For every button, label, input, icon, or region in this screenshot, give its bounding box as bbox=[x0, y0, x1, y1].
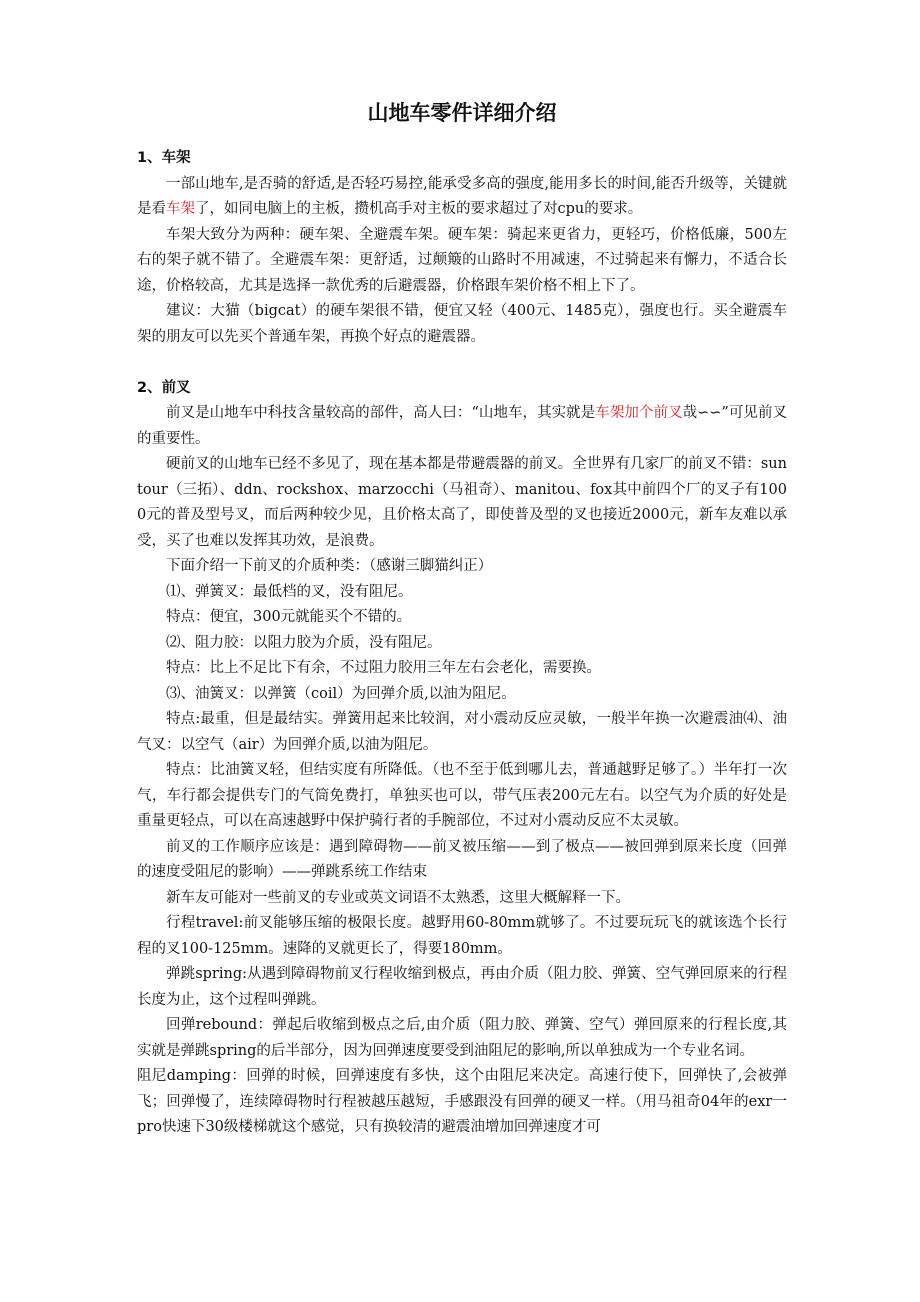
paragraph bbox=[137, 172, 787, 223]
section-heading-fork: 2、前叉 bbox=[137, 379, 191, 396]
paragraph: 建议：大猫（bigcat）的硬车架很不错，便宜又轻（400元、1485克），强度也行。买全避震车架的朋友可以先买个普通车架，再换个好点的避震器。 bbox=[137, 303, 787, 345]
paragraph: ⑴、弹簧叉：最低档的叉，没有阻尼。 bbox=[166, 583, 413, 600]
highlighted-text: 车架 bbox=[166, 201, 195, 217]
document-title: 山地车零件详细介绍 bbox=[367, 101, 557, 125]
text-run: 了，如同电脑上的主板，攒机高手对主板的要求超过了对cpu的要求。 bbox=[195, 201, 643, 217]
paragraph: 特点：便宜，300元就能买个不错的。 bbox=[166, 609, 412, 625]
paragraph: 弹跳spring:从遇到障碍物前叉行程收缩到极点，再由介质（阻力胶、弹簧、空气弹回原来的行程长度为止，这个过程叫弹跳。 bbox=[137, 966, 787, 1008]
text-run: 哉∽∽”可见前叉的重要性。 bbox=[137, 405, 788, 447]
text-run: 一部山地车,是否骑的舒适,是否轻巧易控,能承受多高的强度,能用多长的时间,能否升级等，关键就是看 bbox=[137, 175, 787, 217]
paragraph: 特点:最重，但是最结实。弹簧用起来比较润，对小震动反应灵敏，一般半年换一次避震油⑷、油气叉：以空气（air）为回弹介质,以油为阻尼。 bbox=[137, 711, 787, 753]
paragraph: 回弹rebound：弹起后收缩到极点之后,由介质（阻力胶、弹簧、空气）弹回原来的行程长度,其实就是弹跳spring的后半部分，因为回弹速度要受到油阻尼的影响,所以单独成为一个专业名词。 bbox=[137, 1017, 787, 1059]
paragraph bbox=[137, 401, 787, 452]
paragraph: ⑶、油簧叉：以弹簧（coil）为回弹介质,以油为阻尼。 bbox=[166, 685, 516, 702]
paragraph: 下面介绍一下前叉的介质种类：（感谢三脚猫纠正） bbox=[166, 558, 493, 574]
text-run: 前叉是山地车中科技含量较高的部件，高人曰：“山地车，其实就是 bbox=[166, 405, 596, 421]
paragraph: ⑵、阻力胶：以阻力胶为介质，没有阻尼。 bbox=[166, 634, 442, 651]
section-heading-frame: 1、车架 bbox=[137, 150, 191, 166]
highlighted-text: 车架加个前叉 bbox=[595, 405, 683, 421]
paragraph: 特点：比上不足比下有余，不过阻力胶用三年左右会老化，需要换。 bbox=[166, 660, 601, 676]
paragraph: 阻尼damping：回弹的时候，回弹速度有多快，这个由阻尼来决定。高速行使下，回弹快了,会被弹飞；回弹慢了，连续障碍物时行程被越压越短，手感跟没有回弹的硬叉一样。（用马祖奇04年的exr一pro快速下30级楼梯就这个感觉，只有换较清的避震油增加回弹速度才可 bbox=[137, 1068, 787, 1135]
paragraph: 前叉的工作顺序应该是：遇到障碍物——前叉被压缩——到了极点——被回弹到原来长度（回弹的速度受阻尼的影响）——弹跳系统工作结束 bbox=[137, 838, 787, 880]
paragraph: 硬前叉的山地车已经不多见了，现在基本都是带避震器的前叉。全世界有几家厂的前叉不错：suntour（三拓）、ddn、rockshox、marzocchi（马祖奇）、manitou、fox其中前四个厂的叉子有1000元的普及型号叉，而后两种较少见，且价格太高了，即使普及型的叉也接近2000元，新车友难以承受，买了也难以发挥其功效，是浪费。 bbox=[137, 456, 787, 549]
document-page bbox=[137, 92, 787, 1141]
blank-line bbox=[137, 350, 787, 376]
paragraph: 新车友可能对一些前叉的专业或英文词语不太熟悉，这里大概解释一下。 bbox=[166, 889, 630, 906]
paragraph: 特点：比油簧叉轻，但结实度有所降低。（也不至于低到哪儿去，普通越野足够了。）半年打一次气，车行都会提供专门的气筒免费打，单独买也可以，带气压表200元左右。以空气为介质的好处是重量更轻点，可以在高速越野中保护骑行者的手腕部位，不过对小震动反应不太灵敏。 bbox=[137, 762, 787, 829]
paragraph: 车架大致分为两种：硬车架、全避震车架。硬车架：骑起来更省力，更轻巧，价格低廉，500左右的架子就不错了。全避震车架：更舒适，过颠簸的山路时不用减速，不过骑起来有懈力，不适合长途，价格较高，尤其是选择一款优秀的后避震器，价格跟车架价格不相上下了。 bbox=[137, 226, 787, 294]
paragraph: 行程travel:前叉能够压缩的极限长度。越野用60-80mm就够了。不过要玩玩飞的就该选个长行程的叉100-125mm。速降的叉就更长了，得要180mm。 bbox=[137, 915, 787, 957]
